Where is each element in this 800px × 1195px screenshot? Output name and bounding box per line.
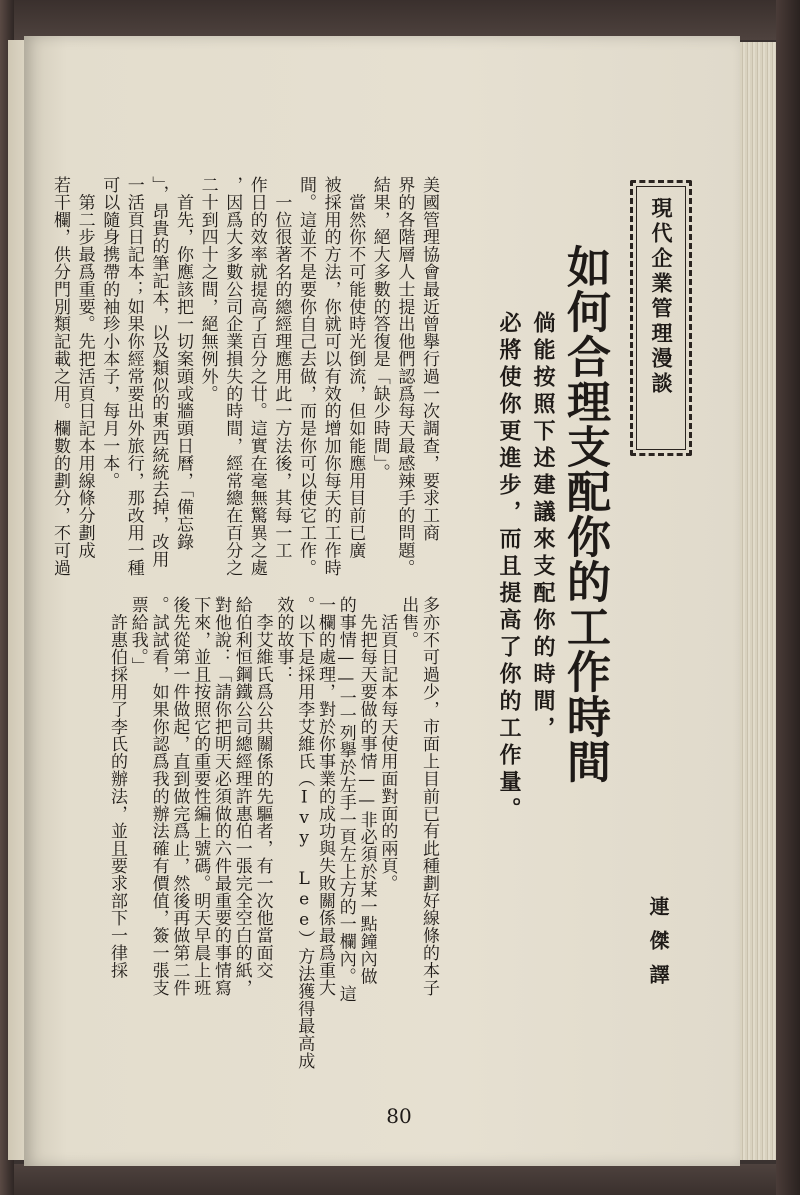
text-column: 下來，並且按照它的重要性編上號碼。明天早晨上班 <box>190 596 211 997</box>
text-column: 效的故事： <box>273 596 294 683</box>
text-column: 第二步最爲重要。先把活頁日記本用線條分劃成 <box>74 176 95 559</box>
text-column: 後先從第一件做起，直到做完爲止，然後再做第二件 <box>169 596 190 997</box>
book-cover-top <box>0 0 800 40</box>
text-column: 。以下是採用李艾維氏（Ivy Lee）方法獲得最高成 <box>294 596 315 1070</box>
text-column: 一欄的處理，對於你事業的成功與失敗關係最爲重大 <box>315 596 335 997</box>
book-page <box>24 36 740 1166</box>
text-column: 美國管理協會最近曾擧行過一次調查，要求工商 <box>419 176 439 542</box>
text-column: 作日的效率就提高了百分之廿。這實在毫無驚異之處 <box>246 176 267 577</box>
book-cover-right <box>776 0 800 1195</box>
text-column: ，因爲大多數公司企業損失的時間，經常總在百分之 <box>222 176 243 577</box>
text-column: 」，昂貴的筆記本，以及類似的東西統統去掉，改用 <box>148 176 169 568</box>
text-column: 出售。 <box>398 596 419 649</box>
subtitle-line: 必將使你更進步，而且提高了你的工作量。 <box>496 311 522 824</box>
text-column: 多亦不可過少，市面上目前已有此種劃好線條的本子 <box>419 596 439 997</box>
series-tag-box <box>630 180 692 456</box>
text-column: 二十到四十之間，絕無例外。 <box>197 176 218 403</box>
text-column: 票給我。」 <box>127 596 148 675</box>
text-column: 活頁日記本每天使用面對面的兩頁。 <box>377 596 398 892</box>
text-column: 結果，絕大多數的答復是「缺少時間」。 <box>369 176 390 481</box>
page-number: 80 <box>386 1104 412 1128</box>
text-column: 一位很著名的總經理應用此一方法後，其每一工 <box>271 176 292 559</box>
text-column: 若干欄，供分門別類記載之用。欄數的劃分，不可過 <box>50 176 70 577</box>
text-column: 李艾維氏爲公共關係的先驅者，有一次他當面交 <box>252 596 273 979</box>
text-column: 先把每天要做的事情——非必須於某一點鐘內做 <box>356 596 377 985</box>
translator-credit: 連傑譯 <box>646 896 670 998</box>
series-title: 現代企業管理漫談 <box>649 197 674 397</box>
text-column: 許惠伯採用了李氏的辦法，並且要求部下一律採 <box>107 596 127 979</box>
book-cover-bottom <box>0 1164 800 1195</box>
text-column: 間。這並不是要你自己去做，而是你可以使它工作。 <box>296 176 316 577</box>
text-column: 界的各階層人士提出他們認爲每天最感辣手的問題。 <box>394 176 415 577</box>
text-column: 被採用的方法，你就可以有效的增加你每天的工作時 <box>320 176 341 577</box>
subtitle-line: 倘能按照下述建議來支配你的時間， <box>530 311 556 743</box>
text-column: 首先，你應該把一切案頭或牆頭日曆，「備忘錄 <box>173 176 193 551</box>
page-stack-edges <box>740 42 776 1160</box>
text-column: 一活頁日記本；如果你經常要出外旅行，那改用一種 <box>123 176 144 577</box>
text-column: 可以隨身携帶的袖珍小本子，每月一本。 <box>99 176 120 490</box>
text-column: 的事情——一一列擧於左手一頁左上方的一欄內。這 <box>335 596 356 1003</box>
text-column: 對他說：「請你把明天必須做的六件最重要的事情寫 <box>211 596 231 997</box>
text-column: 給伯利恒鋼鐵公司總經理許惠伯一張完全空白的紙， <box>231 596 252 997</box>
text-column: 。試試看，如果你認爲我的辦法確有價值，簽一張支 <box>148 596 169 997</box>
text-column: 當然你不可能使時光倒流，但如能應用目前已廣 <box>345 176 366 559</box>
article-title: 如何合理支配你的工作時間 <box>559 244 610 784</box>
